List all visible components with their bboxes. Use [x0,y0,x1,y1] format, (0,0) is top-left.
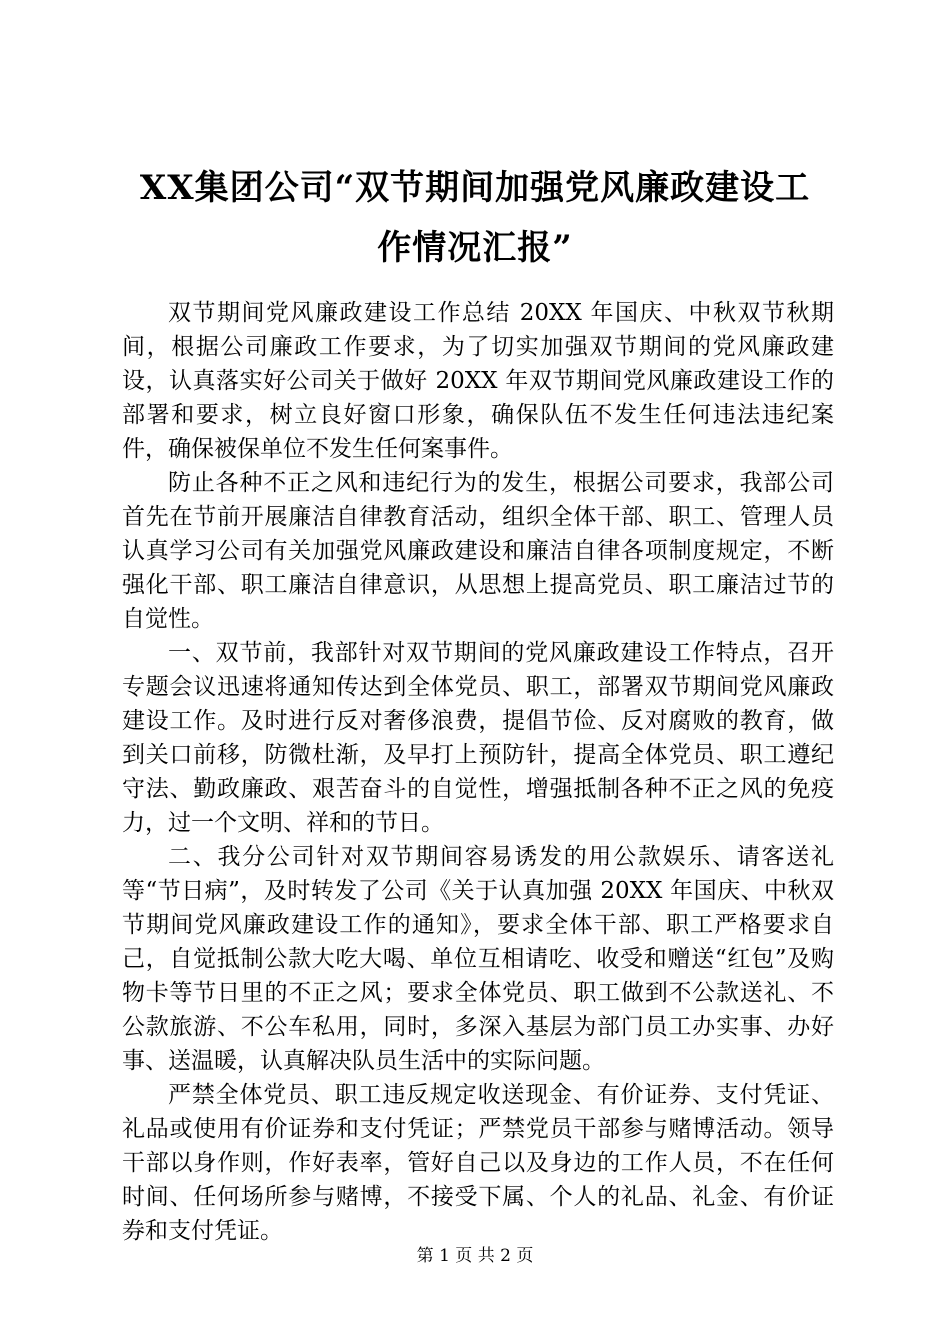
document-body [122,296,834,1248]
paragraph-5: 严禁全体党员、职工违反规定收送现金、有价证券、支付凭证、礼品或使用有价证券和支付凭证；严禁党员干部参与赌博活动。领导干部以身作则，作好表率，管好自己以及身边的工作人员，不在任何时间、任何场所参与赌博，不接受下属、个人的礼品、礼金、有价证券和支付凭证。 [122,1082,834,1244]
title-line-2: 作情况汇报” [377,228,573,268]
paragraph-3: 一、双节前，我部针对双节期间的党风廉政建设工作特点，召开专题会议迅速将通知传达到全体党员、职工，部署双节期间党风廉政建设工作。及时进行反对奢侈浪费，提倡节俭、反对腐败的教育，做到关口前移，防微杜渐，及早打上预防针，提高全体党员、职工遵纪守法、勤政廉政、艰苦奋斗的自觉性，增强抵制各种不正之风的免疫力，过一个文明、祥和的节日。 [122,640,834,836]
document-title [110,158,840,278]
paragraph-2: 防止各种不正之风和违纪行为的发生，根据公司要求，我部公司首先在节前开展廉洁自律教育活动，组织全体干部、职工、管理人员认真学习公司有关加强党风廉政建设和廉洁自律各项制度规定，不断强化干部、职工廉洁自律意识，从思想上提高党员、职工廉洁过节的自觉性。 [122,470,834,632]
paragraph-1: 双节期间党风廉政建设工作总结 20XX 年国庆、中秋双节秋期间，根据公司廉政工作要求，为了切实加强双节期间的党风廉政建设，认真落实好公司关于做好 20XX 年双节期间党风廉政建设工作的部署和要求，树立良好窗口形象，确保队伍不发生任何违法违纪案件，确保被保单位不发生任何案事件。 [122,300,834,462]
title-line-1: XX集团公司“双节期间加强党风廉政建设工 [139,168,811,208]
paragraph-4: 二、我分公司针对双节期间容易诱发的用公款娱乐、请客送礼等“节日病”，及时转发了公司《关于认真加强 20XX 年国庆、中秋双节期间党风廉政建设工作的通知》，要求全体干部、职工严格要求自己，自觉抵制公款大吃大喝、单位互相请吃、收受和赠送“红包”及购物卡等节日里的不正之风；要求全体党员、职工做到不公款送礼、不公款旅游、不公车私用，同时，多深入基层为部门员工办实事、办好事、送温暖，认真解决队员生活中的实际问题。 [122,844,834,1074]
page-footer: 第 1 页 共 2 页 [416,1246,534,1266]
